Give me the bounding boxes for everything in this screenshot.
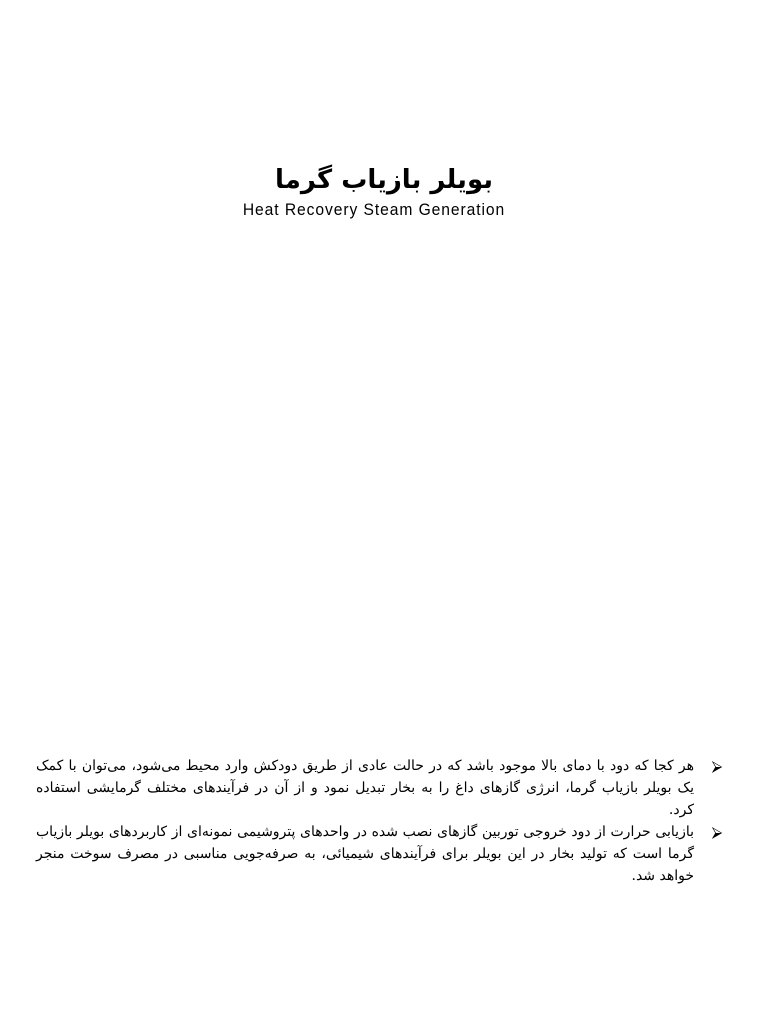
bullet-text: بازیابی حرارت از دود خروجی توربین گازهای نصب شده در واحدهای پتروشیمی نمونه‌ای از کاربردهای بویلر بازیاب گرما است که تولید بخار در این بویلر برای فرآیندهای شیمیائی، به صرفه‌جویی مناسبی در مصرف سوخت منجر خواهد شد.: [36, 824, 694, 884]
document-title-english: Heat Recovery Steam Generation: [242, 200, 506, 219]
arrow-bullet-icon: ⮚: [711, 757, 723, 775]
document-title-persian: بویلر بازیاب گرما: [274, 165, 494, 195]
bullet-list: [36, 755, 728, 887]
arrow-bullet-icon: ⮚: [711, 823, 723, 841]
bullet-text: هر کجا که دود با دمای بالا موجود باشد که در حالت عادی از طریق دودکش وارد محیط می‌شود، می‌توان با کمک یک بویلر بازیاب گرما، انرژی گازهای داغ را به بخار تبدیل نمود و از آن در فرآیندهای مختلف گرمایشی استفاده کرد.: [36, 758, 694, 818]
bullet-item: [36, 755, 728, 821]
bullet-item: [36, 821, 728, 887]
